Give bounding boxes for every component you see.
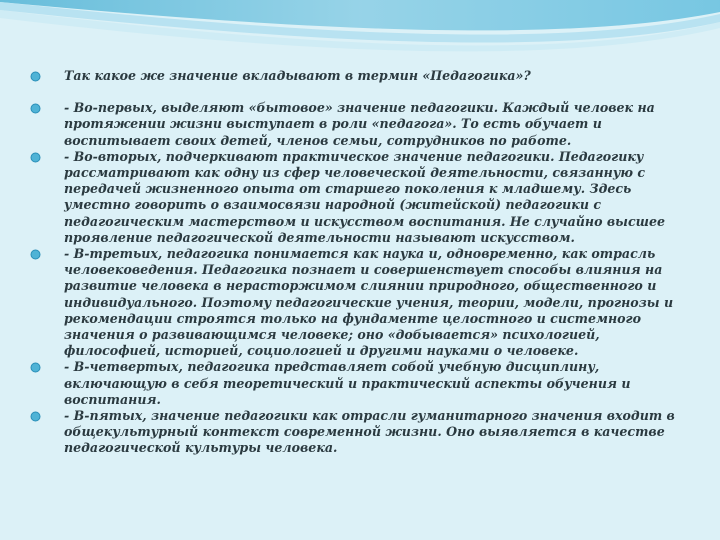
bullet-item: [28, 100, 688, 149]
bullet-item: [28, 408, 688, 457]
bullet-item: [28, 359, 688, 408]
bullet-text: - Во-вторых, подчеркивают практическое значение педагогики. Педагогику рассматривают как одну из сфер человеческой деятельности, связанную с передачей жизненного опыта от старшего поколения к младшему. Здесь уместно говорить о взаимосвязи народной (житейской) педагогики с педагогическим мастерством и искусством воспитания. Не случайно высшее проявление педагогической деятельности называют искусством.: [64, 148, 665, 245]
bullet-item: [28, 246, 688, 359]
bullet-text: - В-четвертых, педагогика представляет собой учебную дисциплину, включающую в себя теоретический и практический аспекты обучения и воспитания.: [64, 359, 631, 407]
header-wave-decoration: [0, 0, 720, 70]
bullet-marker-icon: [30, 152, 41, 163]
bullet-marker-icon: [30, 411, 41, 422]
bullet-marker-icon: [30, 362, 41, 373]
bullet-text: - В-третьих, педагогика понимается как наука и, одновременно, как отрасль человековедения. Педагогика познает и совершенствует способы влияния на развитие человека в нерасторжимом слиянии природного, общественного и индивидуального. Поэтому педагогические учения, теории, модели, прогнозы и рекомендации строятся только на фундаменте целостного и системного значения о развивающимся человеке; оно «добывается» психологией, философией, историей, социологией и другими науками о человеке.: [64, 246, 674, 359]
bullet-text: Так какое же значение вкладывают в термин «Педагогика»?: [64, 68, 531, 83]
bullet-list: [28, 68, 688, 457]
bullet-text: - Во-первых, выделяют «бытовое» значение педагогики. Каждый человек на протяжении жизни выступает в роли «педагога». То есть обучает и воспитывает своих детей, членов семьи, сотрудников по работе.: [64, 100, 655, 148]
bullet-text: - В-пятых, значение педагогики как отрасли гуманитарного значения входит в общекультурный контекст современной жизни. Оно выявляется в качестве педагогической культуры человека.: [64, 408, 675, 456]
bullet-marker-icon: [30, 249, 41, 260]
bullet-marker-icon: [30, 71, 41, 82]
bullet-marker-icon: [30, 103, 41, 114]
bullet-item: [28, 68, 688, 84]
bullet-item: [28, 149, 688, 246]
